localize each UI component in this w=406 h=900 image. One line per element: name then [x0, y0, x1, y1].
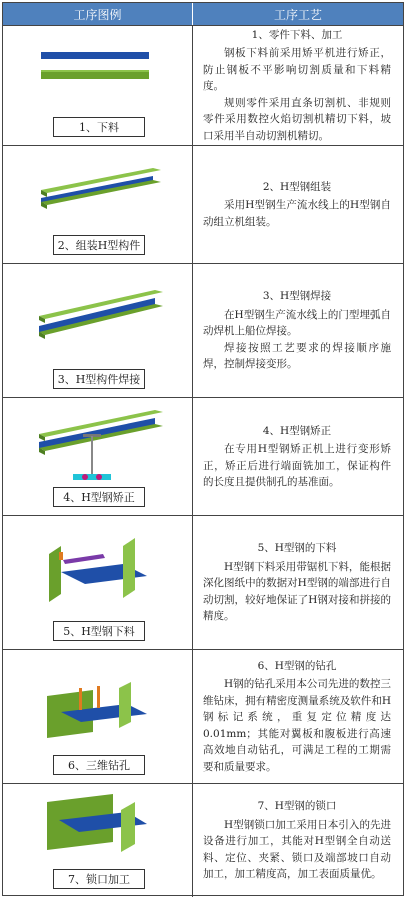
table-row: [3, 145, 403, 263]
steel-plates-illustration: [3, 26, 193, 116]
diagram-cell: [3, 146, 193, 263]
process-text-cell: [193, 516, 403, 649]
h-beam-assembly-illustration: [3, 146, 193, 236]
table-row: [3, 515, 403, 649]
diagram-cell: [3, 650, 193, 783]
step-paragraph: 在专用H型钢矫正机上进行变形矫正，矫正后进行端面铣加工，保证构件的长度且提供制孔的基准面。: [203, 443, 391, 488]
step-paragraph: 采用H型钢生产流水线上的H型钢自动组立机组装。: [203, 199, 391, 228]
diagram-cell: [3, 398, 193, 515]
table-header: [3, 3, 403, 25]
step-title: 1、零件下料、加工: [251, 28, 343, 41]
step-paragraph: H钢的钻孔采用本公司先进的数控三维钻床，拥有精密度测量系统及软件和H钢标记系统，重复定位精度达0.01mm；其能对翼板和腹板进行高速高效地自动钻孔，可满足工程的工期需要和质量要求。: [203, 678, 391, 773]
diagram-cell: [3, 784, 193, 897]
process-text-cell: [193, 26, 403, 145]
diagram-cell: [3, 26, 193, 145]
header-col-diagram: 工序图例: [3, 3, 193, 25]
step-caption: 1、下料: [53, 117, 145, 137]
step-paragraph: 在H型钢生产流水线上的门型埋弧自动焊机上船位焊接。: [203, 308, 391, 338]
process-text-cell: [193, 398, 403, 515]
step-paragraph: 焊接按照工艺要求的焊接顺序施焊，控制焊接变形。: [203, 341, 391, 371]
step-caption: 3、H型构件焊接: [53, 369, 145, 389]
h-beam-straightening-illustration: [3, 398, 193, 490]
h-beam-notching-illustration: [3, 784, 193, 870]
step-paragraph: 钢板下料前采用矫平机进行矫正，防止钢板不平影响切割质量和下料精度。: [203, 47, 391, 93]
table-row: [3, 263, 403, 397]
process-table: [2, 2, 404, 896]
process-text-cell: [193, 264, 403, 397]
table-row: [3, 783, 403, 897]
process-text-cell: [193, 784, 403, 897]
step-caption: 6、三维钻孔: [53, 755, 145, 775]
diagram-cell: [3, 516, 193, 649]
step-caption: 5、H型钢下料: [53, 621, 145, 641]
process-text-cell: [193, 650, 403, 783]
header-col-process: 工序工艺: [273, 7, 322, 22]
step-caption: 4、H型钢矫正: [53, 487, 145, 507]
step-paragraph: H型钢锁口加工采用日本引入的先进设备进行加工，其能对H型钢全自动送料、定位、夹紧、锁口及端部坡口自动加工，加工精度高，加工表面质量优。: [203, 818, 391, 881]
step-title: 6、H型钢的钻孔: [257, 659, 337, 672]
step-caption: 7、锁口加工: [53, 869, 145, 889]
step-title: 2、H型钢组装: [262, 180, 332, 193]
diagram-cell: [3, 264, 193, 397]
table-row: [3, 25, 403, 145]
h-beam-welding-illustration: [3, 264, 193, 364]
step-title: 5、H型钢的下料: [257, 542, 337, 555]
step-paragraph: H型钢下料采用带锯机下料，能根据深化图纸中的数据对H型钢的端部进行自动切割，较好地保证了H钢对接和拼接的精度。: [203, 560, 391, 623]
h-beam-drilling-illustration: [3, 650, 193, 754]
table-row: [3, 397, 403, 515]
step-caption: 2、组装H型构件: [53, 235, 145, 255]
step-title: 4、H型钢矫正: [262, 424, 332, 437]
step-paragraph: 规则零件采用直条切割机、非规则零件采用数控火焰切割机精切下料，坡口采用半自动切割机精切。: [203, 96, 391, 142]
step-title: 3、H型钢焊接: [262, 290, 332, 303]
step-title: 7、H型钢的锁口: [257, 800, 337, 813]
h-beam-cutting-illustration: [3, 516, 193, 620]
table-row: [3, 649, 403, 783]
process-text-cell: [193, 146, 403, 263]
